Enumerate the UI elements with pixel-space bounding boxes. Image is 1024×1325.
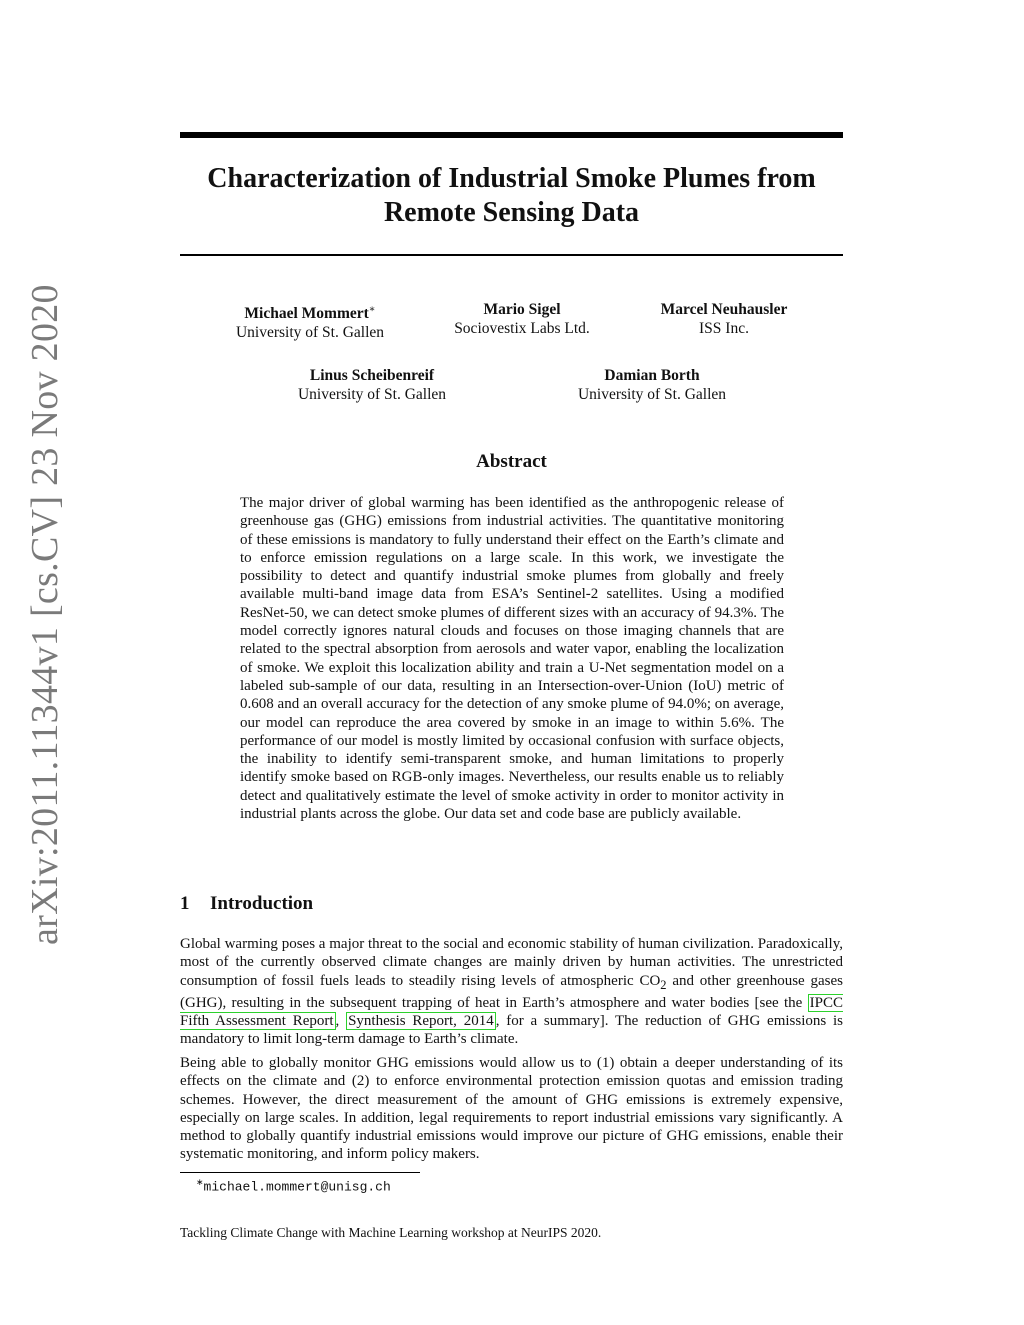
author-name: Linus Scheibenreif bbox=[309, 367, 435, 384]
paper-title bbox=[180, 162, 843, 230]
title-bottom-rule bbox=[180, 254, 843, 256]
title-line-1: Characterization of Industrial Smoke Plumes from bbox=[207, 163, 816, 194]
citation-link-synthesis-report[interactable]: Synthesis Report, 2014 bbox=[348, 1013, 494, 1030]
section-number: 1 bbox=[180, 893, 190, 914]
footnote-rule bbox=[180, 1172, 420, 1173]
author-block-borth bbox=[552, 366, 752, 404]
arxiv-identifier: arXiv:2011.11344v1 [cs.CV] 23 Nov 2020 bbox=[24, 284, 66, 945]
author-block-scheibenreif bbox=[272, 366, 472, 404]
author-affiliation: University of St. Gallen bbox=[297, 386, 447, 403]
title-line-2: Remote Sensing Data bbox=[383, 197, 640, 228]
co2-subscript: 2 bbox=[660, 977, 667, 992]
section-heading-introduction bbox=[180, 893, 313, 915]
author-footnote-mark: ∗ bbox=[368, 304, 376, 315]
author-block-neuhausler bbox=[624, 300, 824, 338]
author-affiliation: University of St. Gallen bbox=[577, 386, 727, 403]
author-block-sigel bbox=[422, 300, 622, 338]
author-affiliation: ISS Inc. bbox=[699, 320, 749, 337]
footnote-mark: ∗ bbox=[196, 1177, 204, 1187]
abstract-heading: Abstract bbox=[476, 451, 547, 472]
author-affiliation: Sociovestix Labs Ltd. bbox=[454, 320, 590, 337]
abstract-body: The major driver of global warming has been identified as the anthropogenic release of greenhouse gas (GHG) emissions from industrial activities. The quantitative monitoring of these emissions is mandatory to fully understand their effect on the Earth’s climate and to enforce emission regulations on a large scale. In this work, we investigate the possibility to detect and quantify industrial smoke plumes from globally and freely available multi-band image data from ESA’s Sentinel-2 satellites. Using a modified ResNet-50, we can detect smoke plumes of different sizes with an accuracy of 94.3%. The model correctly ignores natural clouds and focuses on those imaging channels that are related to the spectral absorption from aerosols and water vapor, enabling the localization of smoke. We exploit this localization ability and train a U-Net segmentation model on a labeled sub-sample of our data, resulting in an Intersection-over-Union (IoU) metric of 0.608 and an overall accuracy for the detection of any smoke plume of 94.0%; on average, our model can reproduce the area covered by smoke in an image to within 5.6%. The performance of our model is mostly limited by occasional confusion with surface objects, the inability to identify semi-transparent smoke, and human limitations to properly identify smoke based on RGB-only images. Nevertheless, our results enable us to reliably detect and qualitatively estimate the level of smoke activity in order to monitor activity in industrial plants across the globe. Our data set and code base are publicly available. bbox=[240, 495, 784, 823]
workshop-note: Tackling Climate Change with Machine Learning workshop at NeurIPS 2020. bbox=[180, 1225, 602, 1240]
intro-paragraph-1: Global warming poses a major threat to the social and economic stability of human civilization. Paradoxically, most of the currently observed climate changes are mainly driven by human activities. The unrestricted consumption of fossil fuels leads to steadily rising levels of atmospheric $CO_2$ and other greenhouse gases (GHG), resulting in the subsequent trapping of heat in Earth’s atmosphere and water bodies [see the IPCC Fifth Assessment Report , Synthesis Report, 2014 , for a summary]. The reduction of GHG emissions is mandatory to limit long-term damage to Earth’s climate. bbox=[180, 936, 843, 1048]
citation-link-ipcc[interactable]: IPCC Fifth Assessment Report bbox=[180, 994, 843, 1030]
author-name: Mario Sigel bbox=[483, 301, 561, 318]
author-block-mommert bbox=[210, 300, 410, 342]
author-name: Michael Mommert∗ bbox=[244, 304, 376, 323]
title-top-rule bbox=[180, 132, 843, 138]
footnote bbox=[196, 1177, 391, 1194]
footnote-email: michael.mommert@unisg.ch bbox=[203, 1179, 391, 1195]
author-name: Damian Borth bbox=[604, 367, 700, 384]
author-affiliation: University of St. Gallen bbox=[235, 324, 385, 342]
author-name: Marcel Neuhausler bbox=[660, 301, 788, 318]
intro-paragraph-2: Being able to globally monitor GHG emissions would allow us to (1) obtain a deeper understanding of its effects on the climate and (2) to enforce environmental protection emission quotas and emission trading schemes. However, the direct measurement of the amount of GHG emissions is extremely expensive, especially on large scales. In addition, legal requirements to report industrial emissions vary significantly. A method to globally quantify industrial emissions would improve our picture of GHG emissions, enable their systematic monitoring, and inform policy makers. bbox=[180, 1055, 843, 1163]
section-title: Introduction bbox=[210, 893, 314, 914]
